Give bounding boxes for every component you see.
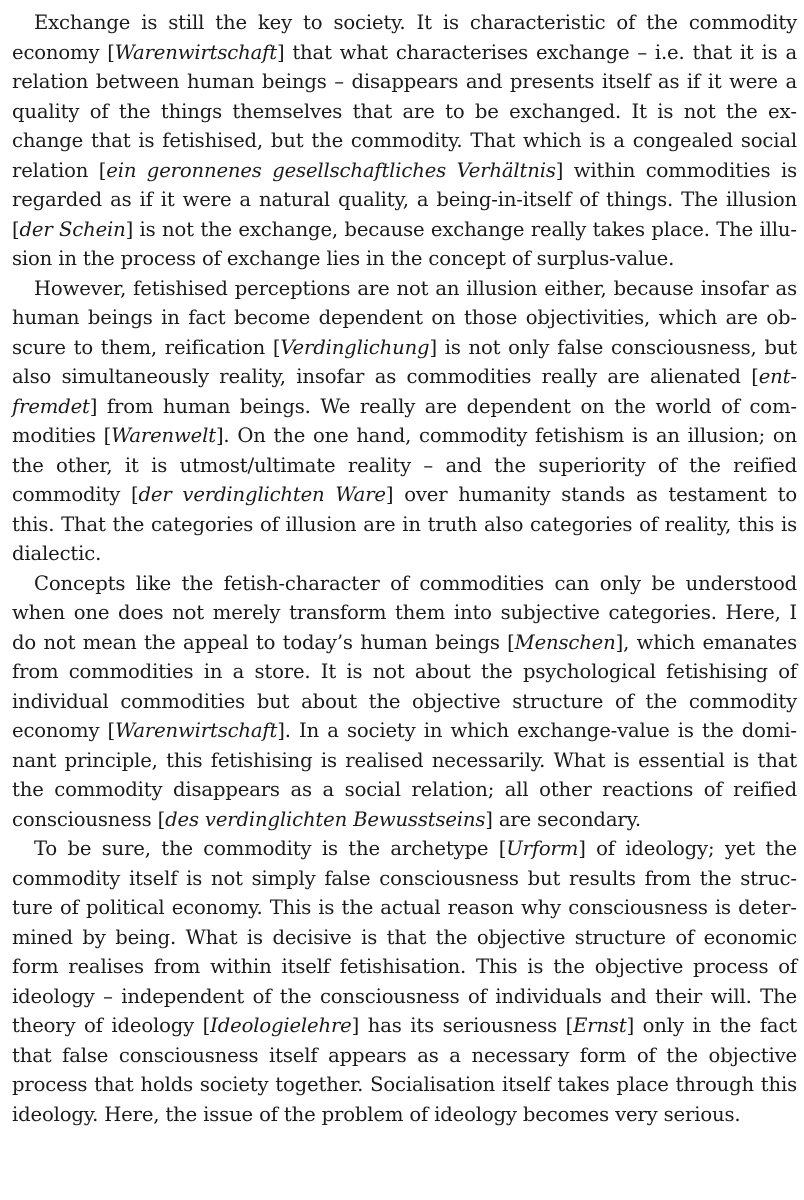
italic-term: Ideologielehre	[210, 1014, 352, 1037]
text-run: ] has its seriousness [	[351, 1014, 574, 1037]
italic-term: entfremdet	[12, 365, 797, 418]
text-run: ] over humanity stands as testament to this. That the categories of illusion are in truth also categories of reality, this is dialectic.	[12, 483, 797, 565]
paragraph	[12, 8, 797, 274]
paragraph	[12, 834, 797, 1129]
document-page	[12, 8, 797, 1129]
italic-term: Urform	[506, 837, 579, 860]
italic-term: der verdinglichten Ware	[138, 483, 386, 506]
italic-term: Warenwirtschaft	[114, 40, 277, 64]
text-run: ], which emanates from commodities in a store. It is not about the psychological fetishising of individual commodities but about the objective structure of the commodity economy [	[12, 630, 797, 742]
italic-term: Ernst	[573, 1014, 627, 1037]
text-run: To be sure, the commodity is the archetype [	[34, 837, 507, 860]
text-run: ]. In a society in which exchange-value is the dominant principle, this fetishising is realised necessarily. What is essential is that the commodity disappears as a social relation; all other reactions of reified consciousness [	[12, 719, 797, 831]
paragraph	[12, 274, 797, 569]
italic-term: ein geronnenes gesellschaftliches Verhältnis	[106, 158, 556, 182]
italic-term: Warenwelt	[111, 424, 216, 447]
text-run: However, fetishised perceptions are not an illusion either, because insofar as human beings in fact become dependent on those objectivities, which are obscure to them, reification [	[12, 276, 797, 359]
italic-term: des verdinglichten Bewusstseins	[165, 807, 486, 831]
italic-term: Verdinglichung	[280, 335, 430, 359]
text-run: ] from human beings. We really are dependent on the world of commodities [	[12, 394, 797, 447]
text-run: ] only in the fact that false consciousness itself appears as a necessary form of the objective process that holds society together. Socialisation itself takes place through this ideology. Here, the issue of the problem of ideology becomes very serious.	[12, 1014, 797, 1126]
text-run: ] that what characterises exchange – i.e. that it is a relation between human beings – disappears and presents itself as if it were a quality of the things themselves that are to be exchanged. It is not the exchange that is fetishised, but the commodity. That which is a congealed social relation [	[12, 40, 797, 182]
italic-term: der Schein	[19, 217, 126, 241]
text-run: ] is not only false consciousness, but also simultaneously reality, insofar as commodities really are alienated [	[12, 335, 797, 388]
text-run: Concepts like the fetish-character of commodities can only be understood when one does not merely transform them into subjective categories. Here, I do not mean the appeal to today’s human beings [	[12, 571, 797, 654]
text-run: ] is not the exchange, because exchange really takes place. The illusion in the process of exchange lies in the concept of surplus-value.	[12, 217, 797, 270]
text-run: ]. On the one hand, commodity fetishism is an illusion; on the other, it is utmost/ultimate reality – and the superiority of the reified commodity [	[12, 424, 797, 506]
italic-term: Warenwirtschaft	[115, 719, 278, 742]
text-run: Exchange is still the key to society. It is characteristic of the commodity economy [	[12, 11, 797, 64]
text-run: ] of ideology; yet the commodity itself is not simply false consciousness but results from the structure of political economy. This is the actual reason why consciousness is determined by being. What is decisive is that the objective structure of economic form realises from within itself fetishisation. This is the objective process of ideology – independent of the consciousness of individuals and their will. The theory of ideology [	[12, 837, 797, 1037]
text-run: ] are secondary.	[485, 807, 641, 831]
paragraph	[12, 569, 797, 835]
text-run: ] within commodities is regarded as if it were a natural quality, a being-in-itself of things. The illusion [	[12, 158, 797, 241]
italic-term: Menschen	[514, 630, 616, 654]
